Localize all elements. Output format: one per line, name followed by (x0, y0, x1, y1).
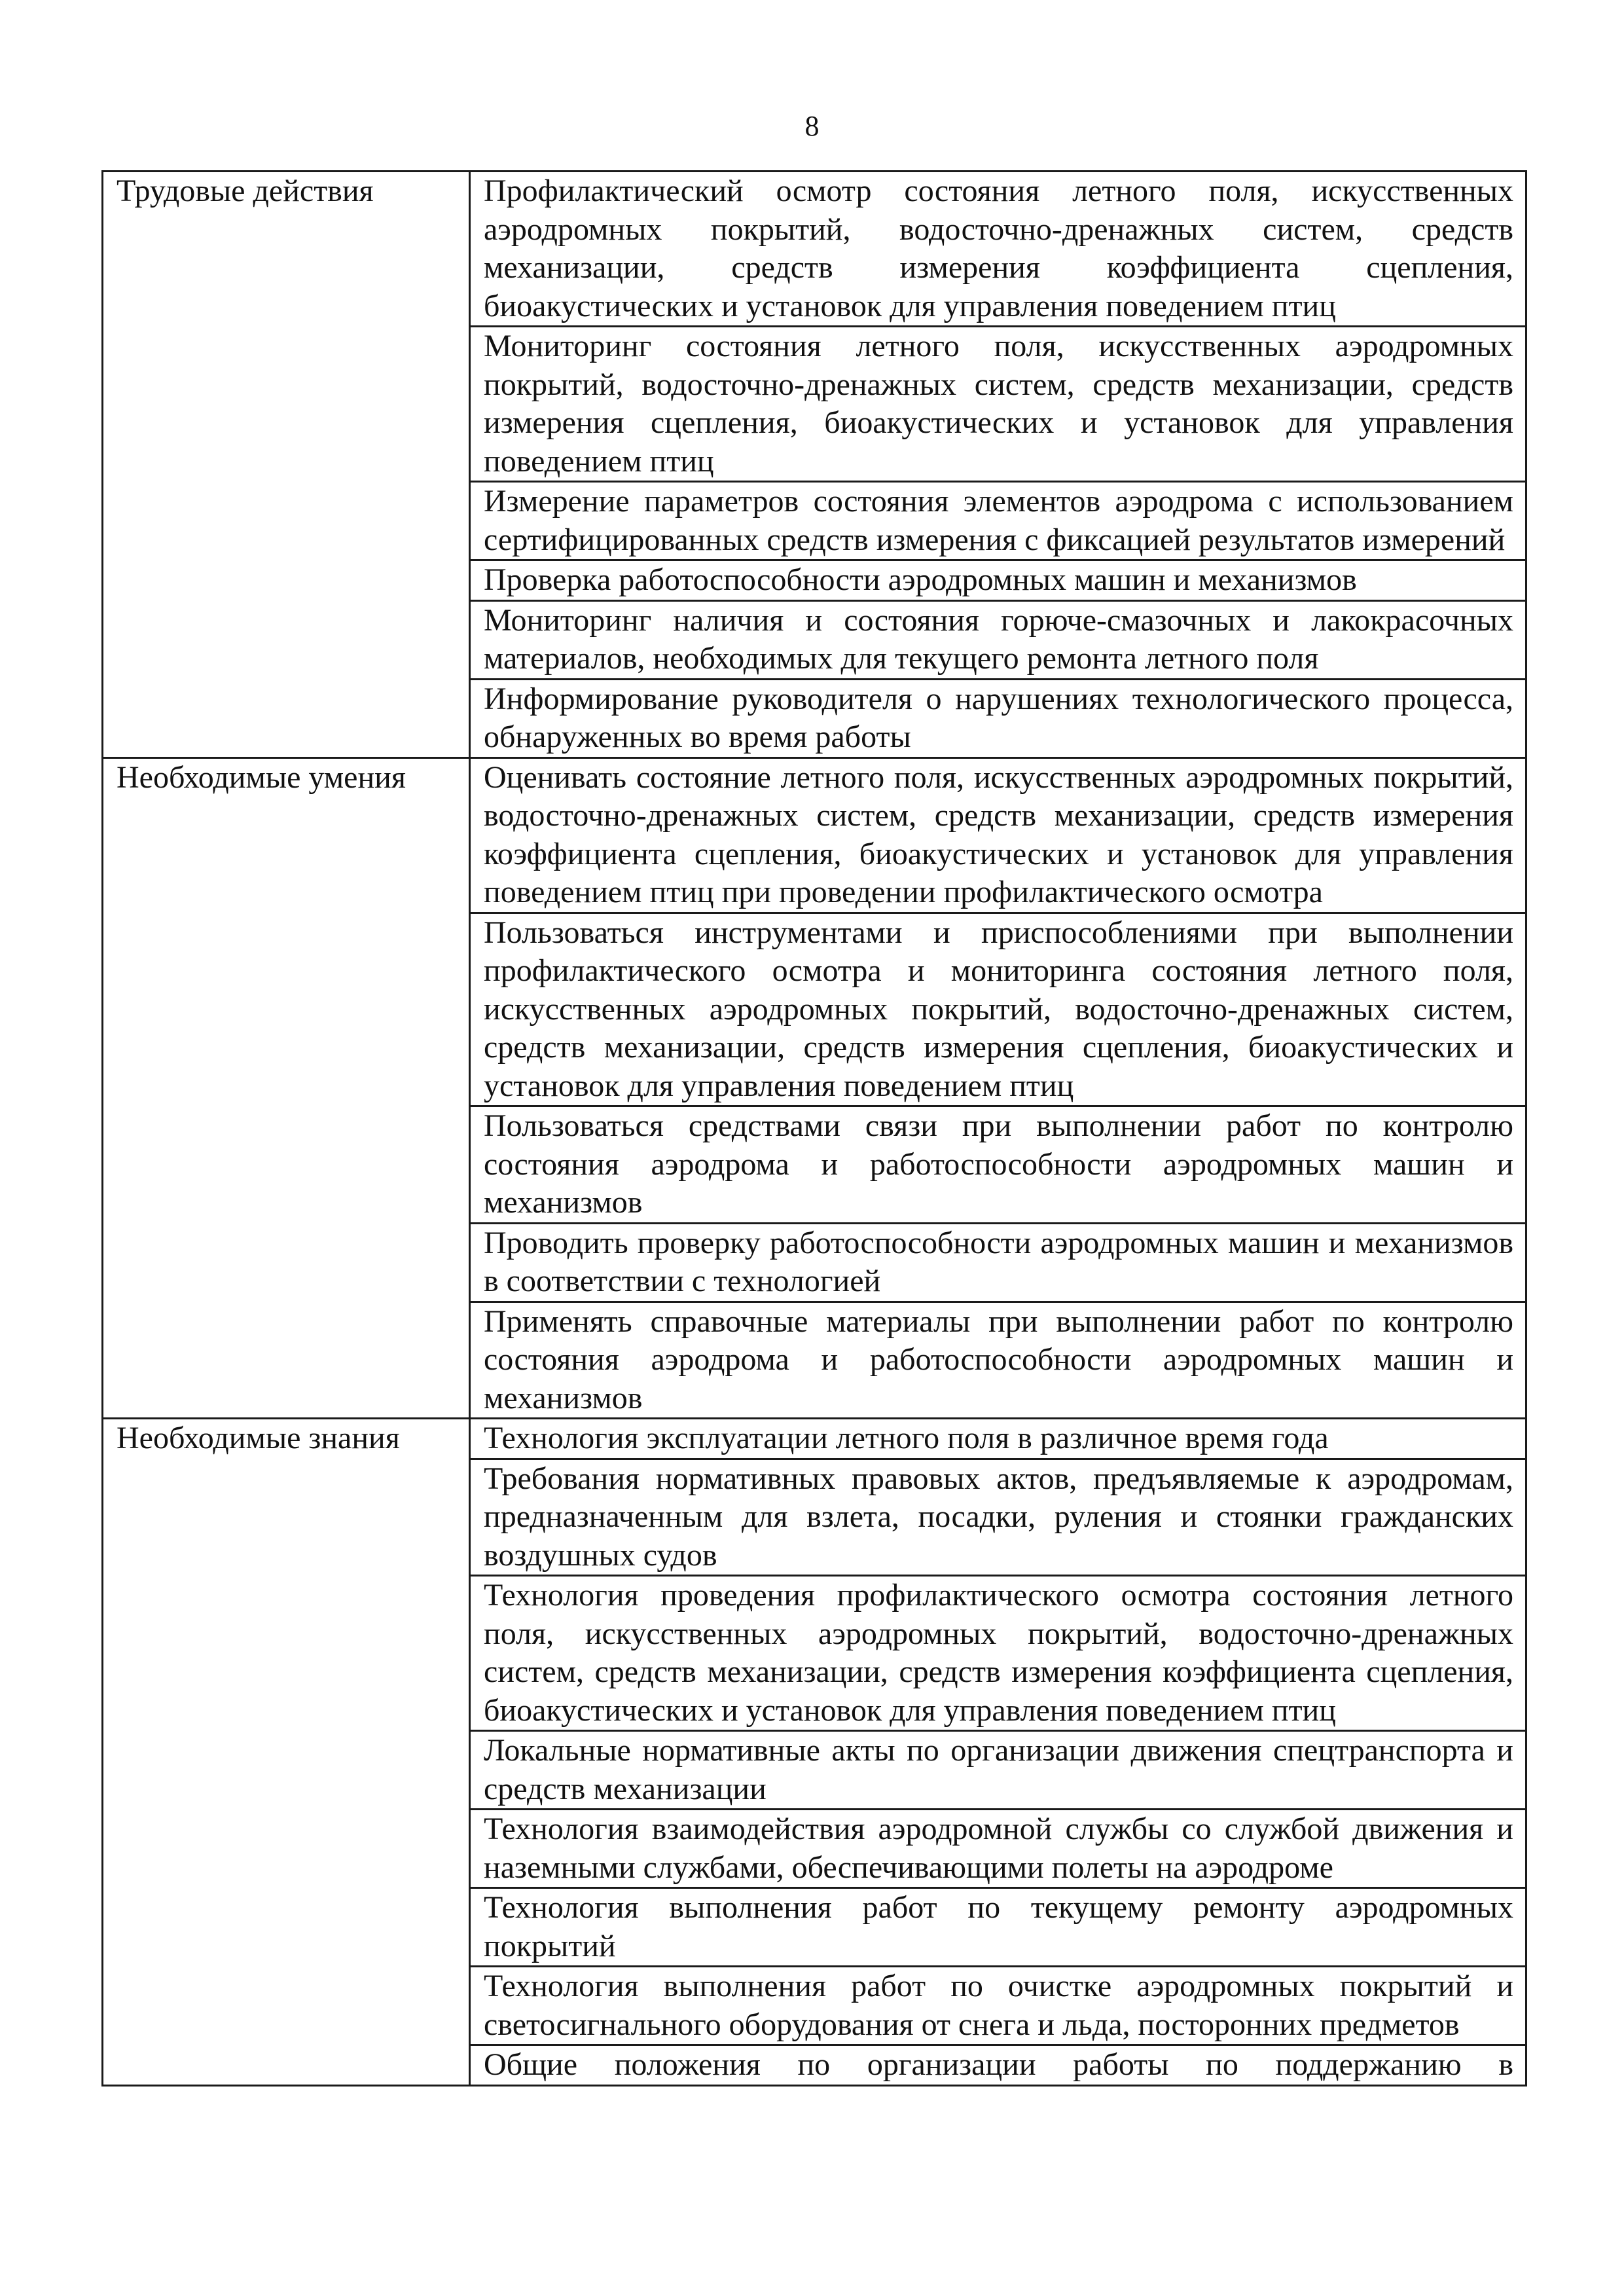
table-cell: Оценивать состояние летного поля, искусственных аэродромных покрытий, водосточно-дренажных систем, средств механизации, средств измерения коэффициента сцепления, биоакустических и установок для управления поведением птиц при проведении профилактического осмотра (470, 757, 1526, 913)
table-cell: Профилактический осмотр состояния летного поля, искусственных аэродромных покрытий, водосточно-дренажных систем, средств механизации, средств измерения коэффициента сцепления, биоакустических и установок для управления поведением птиц (470, 172, 1526, 327)
table-cell: Требования нормативных правовых актов, предъявляемые к аэродромам, предназначенным для взлета, посадки, руления и стоянки гражданских воздушных судов (470, 1459, 1526, 1576)
competency-table (101, 170, 1527, 2086)
table-cell: Пользоваться средствами связи при выполнении работ по контролю состояния аэродрома и работоспособности аэродромных машин и механизмов (470, 1106, 1526, 1224)
section-label-required-skills: Необходимые умения (103, 757, 470, 1419)
table-cell: Технология выполнения работ по текущему ремонту аэродромных покрытий (470, 1888, 1526, 1967)
table-cell: Мониторинг наличия и состояния горюче-смазочных и лакокрасочных материалов, необходимых для текущего ремонта летного поля (470, 600, 1526, 679)
table-cell: Технология эксплуатации летного поля в различное время года (470, 1419, 1526, 1459)
table-row (103, 172, 1526, 327)
table-cell: Проводить проверку работоспособности аэродромных машин и механизмов в соответствии с технологией (470, 1223, 1526, 1302)
page-number: 8 (804, 110, 820, 142)
table-cell: Пользоваться инструментами и приспособлениями при выполнении профилактического осмотра и мониторинга состояния летного поля, искусственных аэродромных покрытий, водосточно-дренажных систем, средств механизации, средств измерения сцепления, биоакустических и установок для управления поведением птиц (470, 913, 1526, 1106)
table-cell: Применять справочные материалы при выполнении работ по контролю состояния аэродрома и работоспособности аэродромных машин и механизмов (470, 1302, 1526, 1419)
table-cell: Локальные нормативные акты по организации движения спецтранспорта и средств механизации (470, 1731, 1526, 1810)
table-cell: Общие положения по организации работы по поддержанию в (470, 2045, 1526, 2086)
section-label-required-knowledge: Необходимые знания (103, 1419, 470, 2086)
table-cell: Измерение параметров состояния элементов аэродрома с использованием сертифицированных средств измерения с фиксацией результатов измерений (470, 482, 1526, 560)
table-row (103, 1419, 1526, 1459)
table-cell: Технология взаимодействия аэродромной службы со службой движения и наземными службами, обеспечивающими полеты на аэродроме (470, 1810, 1526, 1888)
table-row (103, 757, 1526, 913)
table-cell: Информирование руководителя о нарушениях технологического процесса, обнаруженных во время работы (470, 679, 1526, 757)
table-cell: Мониторинг состояния летного поля, искусственных аэродромных покрытий, водосточно-дренажных систем, средств механизации, средств измерения сцепления, биоакустических и установок для управления поведением птиц (470, 327, 1526, 482)
table-cell: Проверка работоспособности аэродромных машин и механизмов (470, 560, 1526, 601)
section-label-labor-actions: Трудовые действия (103, 172, 470, 758)
table-cell: Технология проведения профилактического осмотра состояния летного поля, искусственных аэродромных покрытий, водосточно-дренажных систем, средств механизации, средств измерения коэффициента сцепления, биоакустических и установок для управления поведением птиц (470, 1576, 1526, 1731)
table-cell: Технология выполнения работ по очистке аэродромных покрытий и светосигнального оборудования от снега и льда, посторонних предметов (470, 1967, 1526, 2045)
